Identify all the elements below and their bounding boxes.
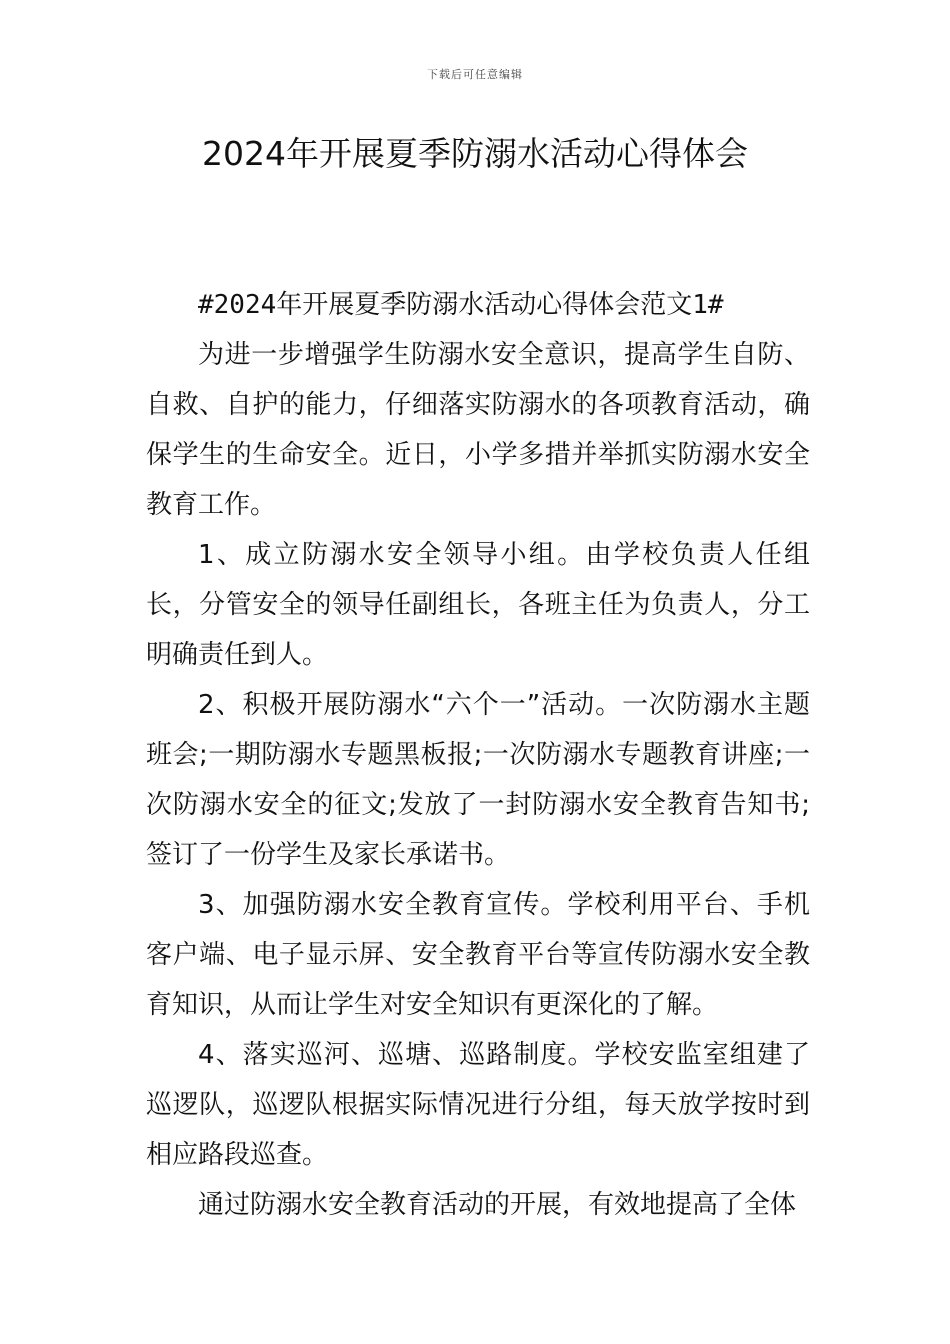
body-paragraph-item-2: 2、积极开展防溺水“六个一”活动。一次防溺水主题班会;一期防溺水专题黑板报;一次防溺水专题教育讲座;一次防溺水安全的征文;发放了一封防溺水安全教育告知书;签订了一份学生及家长承诺书。 xyxy=(146,690,810,870)
section-subheading: #2024年开展夏季防溺水活动心得体会范文1# xyxy=(198,290,724,320)
body-paragraph-conclusion: 通过防溺水安全教育活动的开展，有效地提高了全体 xyxy=(198,1190,797,1220)
document-body xyxy=(146,280,810,1230)
document-title: 2024年开展夏季防溺水活动心得体会 xyxy=(202,134,748,173)
body-paragraph-item-4: 4、落实巡河、巡塘、巡路制度。学校安监室组建了巡逻队，巡逻队根据实际情况进行分组，每天放学按时到相应路段巡查。 xyxy=(146,1040,810,1170)
body-paragraph-item-3: 3、加强防溺水安全教育宣传。学校利用平台、手机客户端、电子显示屏、安全教育平台等宣传防溺水安全教育知识，从而让学生对安全知识有更深化的了解。 xyxy=(146,890,810,1020)
body-paragraph-item-1: 1、成立防溺水安全领导小组。由学校负责人任组长，分管安全的领导任副组长，各班主任为负责人，分工明确责任到人。 xyxy=(146,540,810,670)
body-paragraph-intro: 为进一步增强学生防溺水安全意识，提高学生自防、自救、自护的能力，仔细落实防溺水的各项教育活动，确保学生的生命安全。近日，小学多措并举抓实防溺水安全教育工作。 xyxy=(146,340,810,520)
header-note: 下载后可任意编辑 xyxy=(427,68,523,81)
